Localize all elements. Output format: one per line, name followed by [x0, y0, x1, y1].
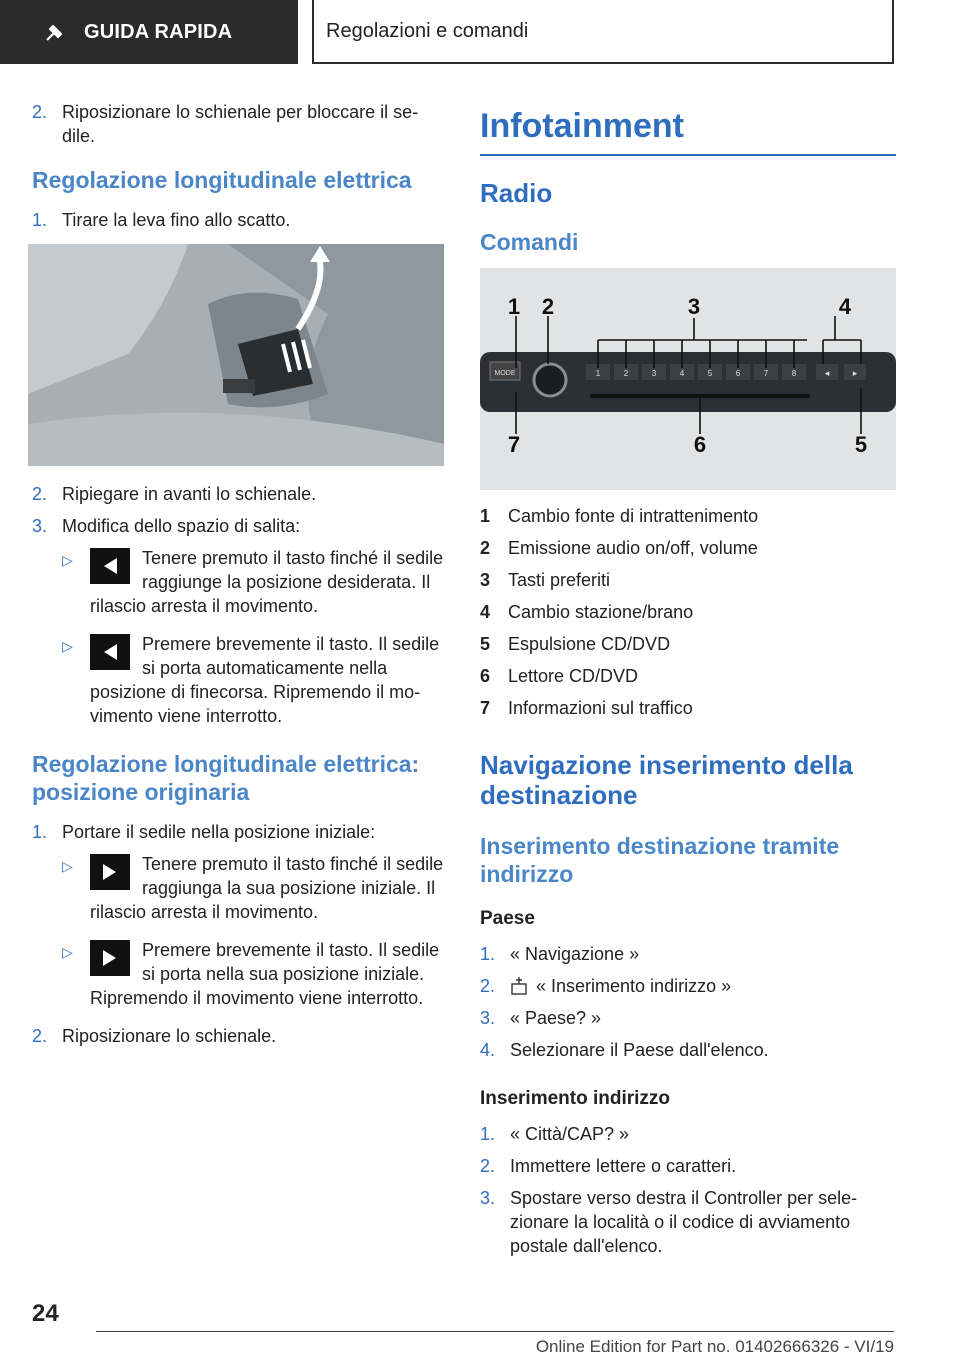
step-item	[480, 942, 896, 966]
section-header	[312, 0, 894, 64]
step-item	[32, 482, 444, 506]
legend-item	[480, 536, 896, 560]
sub-item-text: Premere brevemente il tasto. Il sedile si porta nella sua posizione iniziale. Ripremendo il movimento viene interrotto.	[90, 940, 440, 1008]
step-item	[480, 1006, 896, 1030]
callout-4: 4	[838, 294, 852, 319]
paese-heading: Paese	[480, 908, 535, 929]
right-arrow-button-icon	[90, 854, 130, 890]
legend-text: Cambio stazione/brano	[508, 602, 694, 622]
legend-text: Espulsione CD/DVD	[508, 634, 671, 654]
step-text: Riposizionare lo schienale.	[62, 1026, 277, 1046]
sub-item-text: Premere brevemente il tasto. Il sedile si porta automaticamente nella posizione di finecorsa. Ripremendo il movimento viene interrotto.	[90, 634, 440, 726]
title-rule	[480, 154, 896, 156]
legend-number: 2	[480, 538, 491, 558]
preset-label: 6	[735, 369, 741, 378]
preset-label: 4	[679, 369, 685, 378]
legend-number: 3	[480, 570, 491, 590]
step-number: 1.	[480, 1124, 496, 1144]
svg-text:◂: ◂	[824, 368, 830, 378]
subsection-heading: Inserimento destinazione tramite indirizzo	[480, 833, 840, 887]
step-text: Tirare la leva fino allo scatto.	[62, 210, 291, 230]
sub-item	[62, 546, 444, 618]
legend-item	[480, 696, 896, 720]
step-text: « Inserimento indirizzo »	[536, 976, 732, 996]
step-item	[32, 208, 444, 232]
step-item	[32, 100, 444, 148]
seat-lever-photo	[28, 244, 444, 466]
legend-text: Informazioni sul traffico	[508, 698, 693, 718]
quick-guide-label: GUIDA RAPIDA	[84, 20, 233, 43]
legend-text: Emissione audio on/off, volume	[508, 538, 758, 558]
step-number: 2.	[480, 1156, 496, 1176]
right-column	[480, 100, 896, 1266]
step-number: 2.	[32, 102, 48, 122]
step-number: 1.	[32, 210, 48, 230]
step-text: Spostare verso destra il Controller per selezionare la località o il codice di avviamento postale dall'elenco.	[510, 1188, 858, 1256]
step-number: 1.	[480, 944, 496, 964]
callout-5: 5	[854, 432, 868, 457]
step-text: Portare il sedile nella posizione iniziale:	[62, 822, 376, 842]
edition-text: Online Edition for Part no. 01402666326 - VI/19	[535, 1337, 894, 1356]
legend-number: 7	[480, 698, 491, 718]
bullet-triangle-icon: ▷	[62, 638, 73, 654]
legend-number: 6	[480, 666, 491, 686]
step-number: 2.	[32, 1026, 48, 1046]
preset-label: 5	[707, 369, 713, 378]
sub-item-text: Tenere premuto il tasto finché il sedile raggiunge la posizione desiderata. Il rilascio arresta il movimento.	[90, 548, 444, 616]
address-input-icon	[510, 974, 536, 998]
preset-label: 2	[623, 369, 629, 378]
callout-7: 7	[507, 432, 521, 457]
subsection-heading: Comandi	[480, 229, 579, 255]
legend-number: 4	[480, 602, 491, 622]
step-text: « Navigazione »	[510, 944, 640, 964]
sub-item-text: Tenere premuto il tasto finché il sedile raggiunga la sua posizione iniziale. Il rilascio arresta il movimento.	[90, 854, 444, 922]
legend-item	[480, 664, 896, 688]
section-title: Regolazioni e comandi	[326, 19, 529, 42]
legend-item	[480, 568, 896, 592]
step-number: 2.	[480, 976, 496, 996]
legend-item	[480, 504, 896, 528]
step-number: 3.	[32, 516, 48, 536]
preset-label: 7	[763, 369, 769, 378]
left-arrow-button-icon	[90, 548, 130, 584]
step-item	[480, 1038, 896, 1062]
legend-item	[480, 632, 896, 656]
preset-label: 1	[595, 369, 601, 378]
step-number: 2.	[32, 484, 48, 504]
tool-icon	[44, 21, 84, 43]
step-text: Immettere lettere o caratteri.	[510, 1156, 737, 1176]
legend-item	[480, 600, 896, 624]
footer-rule	[96, 1331, 894, 1332]
step-text: Ripiegare in avanti lo schienale.	[62, 484, 317, 504]
svg-text:▸: ▸	[852, 368, 858, 378]
step-number: 4.	[480, 1040, 496, 1060]
bullet-triangle-icon: ▷	[62, 944, 73, 960]
mode-label: MODE	[494, 370, 516, 377]
legend-list	[480, 504, 896, 720]
chapter-title: Infotainment	[480, 107, 684, 145]
step-text: « Città/CAP? »	[510, 1124, 630, 1144]
step-number: 3.	[480, 1008, 496, 1028]
left-arrow-button-icon	[90, 634, 130, 670]
callout-3: 3	[687, 294, 701, 319]
section-heading: Navigazione inserimento della destinazione	[480, 750, 853, 810]
step-text: Modifica dello spazio di salita:	[62, 516, 301, 536]
quick-guide-tab[interactable]	[0, 0, 298, 64]
preset-label: 8	[791, 369, 797, 378]
callout-6: 6	[693, 432, 707, 457]
step-text: Riposizionare lo schienale per bloccare il sedile.	[62, 102, 419, 146]
sub-item	[62, 938, 444, 1010]
section-heading: Radio	[480, 178, 553, 208]
step-text: Selezionare il Paese dall'elenco.	[510, 1040, 769, 1060]
section-heading: Regolazione longitudinale elettrica: posizione originaria	[32, 751, 420, 805]
legend-text: Lettore CD/DVD	[508, 666, 639, 686]
sub-item	[62, 632, 444, 728]
legend-number: 1	[480, 506, 491, 526]
step-item	[32, 820, 444, 844]
step-text: « Paese? »	[510, 1008, 602, 1028]
bullet-triangle-icon: ▷	[62, 552, 73, 568]
step-item	[480, 1122, 896, 1146]
step-item	[32, 514, 444, 538]
bullet-triangle-icon: ▷	[62, 858, 73, 874]
step-item	[480, 974, 896, 998]
preset-label: 3	[651, 369, 657, 378]
legend-text: Cambio fonte di intrattenimento	[508, 506, 759, 526]
right-arrow-button-icon	[90, 940, 130, 976]
step-item	[32, 1024, 444, 1048]
legend-number: 5	[480, 634, 491, 654]
callout-2: 2	[541, 294, 555, 319]
addr-heading: Inserimento indirizzo	[480, 1088, 671, 1109]
step-item	[480, 1154, 896, 1178]
page-number: 24	[32, 1300, 59, 1327]
callout-1: 1	[507, 294, 521, 319]
section-heading: Regolazione longitudinale elettrica	[32, 167, 412, 193]
step-number: 3.	[480, 1188, 496, 1208]
legend-text: Tasti preferiti	[508, 570, 611, 590]
step-item	[480, 1186, 896, 1258]
step-number: 1.	[32, 822, 48, 842]
radio-controls-figure	[480, 268, 896, 490]
left-column	[32, 100, 444, 1056]
sub-item	[62, 852, 444, 924]
